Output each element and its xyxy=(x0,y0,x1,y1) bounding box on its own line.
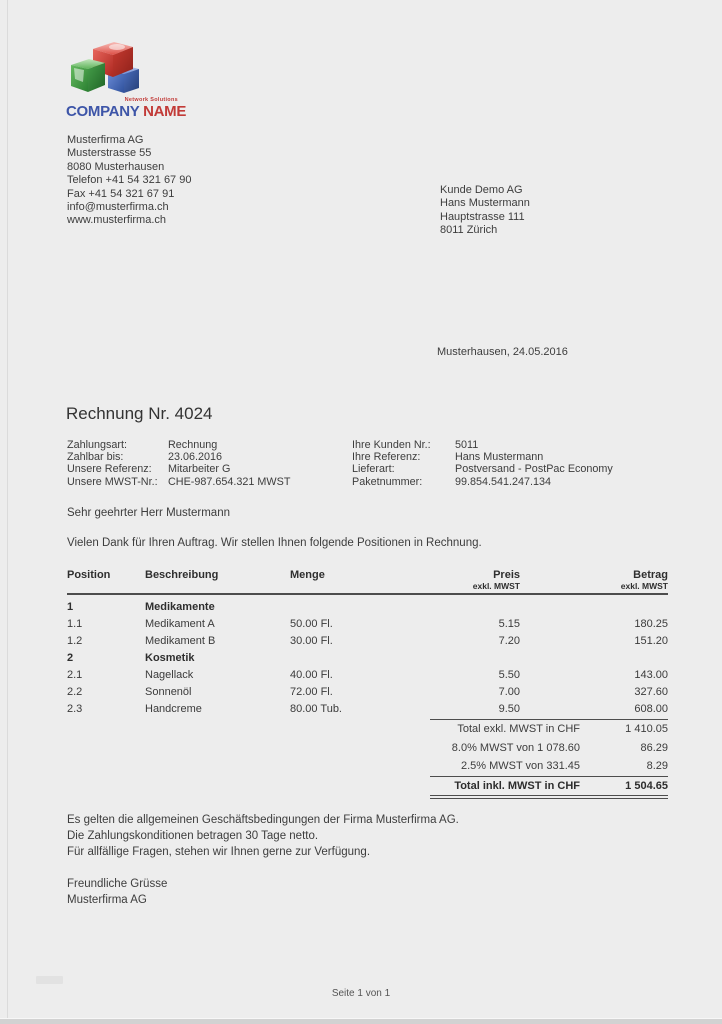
total-row: Total exkl. MWST in CHF 1 410.05 xyxy=(457,723,668,736)
items-table xyxy=(67,569,668,717)
date-line: Musterhausen, 24.05.2016 xyxy=(437,346,568,358)
items-table-header xyxy=(67,569,668,581)
page-number: Seite 1 von 1 xyxy=(331,988,391,999)
company-logo xyxy=(66,38,186,120)
meta-row xyxy=(352,476,668,488)
signoff-block xyxy=(67,876,167,908)
logo-title xyxy=(66,103,186,120)
logo-company-word: COMPANY xyxy=(66,103,140,120)
invoice-title: Rechnung Nr. 4024 xyxy=(66,404,213,423)
table-row: 2.2 Sonnenöl 72.00 Fl. 7.00 327.60 xyxy=(67,685,668,698)
totals-block xyxy=(430,719,668,799)
table-row: 2.1 Nagellack 40.00 Fl. 5.50 143.00 xyxy=(67,668,668,681)
meta-label: Lieferart: xyxy=(352,463,395,476)
meta-value: Rechnung xyxy=(168,439,218,451)
recipient-line: Kunde Demo AG xyxy=(440,184,523,196)
meta-row xyxy=(352,451,668,463)
meta-label: Paketnummer: xyxy=(352,475,423,488)
meta-label: Zahlbar bis: xyxy=(67,451,124,464)
sender-line: Musterfirma AG xyxy=(67,134,144,146)
header-price-sub: exkl. MWST xyxy=(472,581,520,591)
header-qty: Menge xyxy=(290,569,325,581)
meta-left-column xyxy=(67,439,347,488)
sender-line: info@musterfirma.ch xyxy=(67,201,169,214)
sender-line: www.musterfirma.ch xyxy=(67,214,167,227)
header-amount: Betrag xyxy=(633,569,668,581)
green-cube xyxy=(71,59,105,92)
header-description: Beschreibung xyxy=(145,569,219,581)
meta-label: Unsere MWST-Nr.: xyxy=(67,475,158,488)
total-row: 2.5% MWST von 331.45 8.29 xyxy=(460,760,668,773)
scan-edge-left xyxy=(7,0,8,1024)
sender-line: Telefon +41 54 321 67 90 xyxy=(67,174,192,187)
table-header-rule xyxy=(67,593,668,595)
greeting-line: Sehr geehrter Herr Mustermann xyxy=(67,507,230,519)
closing-line: Es gelten die allgemeinen Geschäftsbedingungen der Firma Musterfirma AG. xyxy=(67,814,459,826)
sender-line: Fax +41 54 321 67 91 xyxy=(67,187,175,200)
meta-right-column xyxy=(352,439,668,488)
table-row: 1.2 Medikament B 30.00 Fl. 7.20 151.20 xyxy=(67,634,668,647)
closing-line: Die Zahlungskonditionen betragen 30 Tage netto. xyxy=(67,830,319,842)
signoff-line: Freundliche Grüsse xyxy=(67,878,168,890)
sender-line: Musterstrasse 55 xyxy=(67,147,152,160)
recipient-line: Hans Mustermann xyxy=(440,197,530,210)
meta-row xyxy=(67,463,347,475)
meta-row xyxy=(67,451,347,463)
meta-label: Ihre Referenz: xyxy=(352,451,421,464)
logo-name-word: NAME xyxy=(143,103,187,120)
table-row: 2 Kosmetik xyxy=(67,651,195,664)
meta-value: 99.854.541.247.134 xyxy=(455,475,552,488)
table-row: 1 Medikamente xyxy=(67,600,215,613)
table-row: 2.3 Handcreme 80.00 Tub. 9.50 608.00 xyxy=(67,702,668,715)
intro-line: Vielen Dank für Ihren Auftrag. Wir stellen Ihnen folgende Positionen in Rechnung. xyxy=(67,537,482,549)
grand-total-row: Total inkl. MWST in CHF 1 504.65 xyxy=(430,776,668,795)
meta-value: 5011 xyxy=(455,439,479,451)
meta-value: 23.06.2016 xyxy=(168,451,223,464)
sender-line: 8080 Musterhausen xyxy=(67,160,165,173)
scan-edge-bottom xyxy=(0,1019,722,1024)
recipient-address-block xyxy=(440,184,530,237)
meta-row xyxy=(67,439,347,451)
header-position: Position xyxy=(67,569,111,581)
header-price: Preis xyxy=(493,569,520,581)
meta-row xyxy=(352,463,668,475)
meta-row xyxy=(67,476,347,488)
meta-label: Unsere Referenz: xyxy=(67,463,152,476)
meta-value: CHE-987.654.321 MWST xyxy=(168,475,291,488)
meta-label: Zahlungsart: xyxy=(67,439,128,451)
grand-total-double-rule xyxy=(430,795,668,799)
header-amount-sub: exkl. MWST xyxy=(620,581,668,591)
closing-line: Für allfällige Fragen, stehen wir Ihnen gerne zur Verfügung. xyxy=(67,846,371,858)
meta-value: Mitarbeiter G xyxy=(168,463,231,476)
closing-block xyxy=(67,812,459,860)
meta-row xyxy=(352,439,668,451)
sender-address-block xyxy=(67,134,191,228)
logo-tagline: Network Solutions xyxy=(124,97,178,103)
recipient-line: 8011 Zürich xyxy=(440,223,498,236)
items-table-subheader xyxy=(67,581,668,591)
scan-artifact xyxy=(36,976,63,984)
meta-value: Postversand - PostPac Economy xyxy=(455,463,613,476)
meta-value: Hans Mustermann xyxy=(455,451,544,464)
table-row: 1.1 Medikament A 50.00 Fl. 5.15 180.25 xyxy=(67,617,668,630)
recipient-line: Hauptstrasse 111 xyxy=(440,210,525,223)
total-row: 8.0% MWST von 1 078.60 86.29 xyxy=(451,741,668,754)
signoff-line: Musterfirma AG xyxy=(67,894,147,906)
logo-cubes-icon xyxy=(70,38,148,96)
meta-label: Ihre Kunden Nr.: xyxy=(352,439,431,451)
